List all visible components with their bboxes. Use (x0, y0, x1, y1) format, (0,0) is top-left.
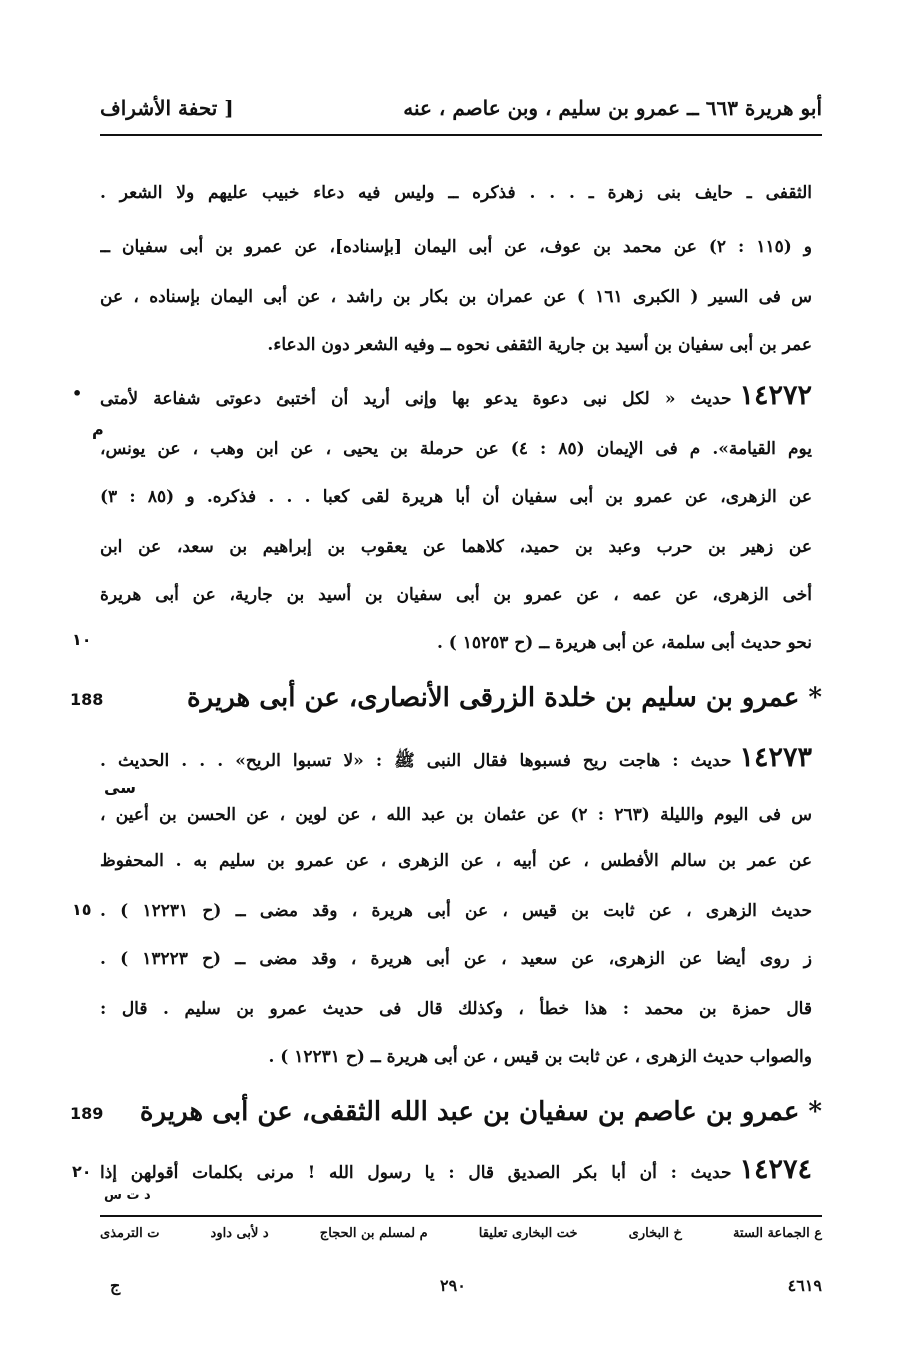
legend-item: خت البخارى تعليقا (478, 1226, 578, 1241)
section-heading-188: * عمرو بن سليم بن خلدة الزرقى الأنصارى، عن أبى هريرة (186, 683, 822, 713)
section-number: 188 (70, 690, 104, 709)
hadith-number: ١٤٢٧٢ (739, 380, 812, 411)
text-line: قال حمزة بن محمد : هذا خطأ ، وكذلك قال فى حديث عمرو بن سليم . قال : (100, 999, 812, 1019)
margin-line-number: ١٥ (72, 900, 92, 919)
hadith-number: ١٤٢٧٤ (739, 1154, 812, 1185)
section-number: 189 (70, 1104, 104, 1123)
margin-sigla: سى (104, 778, 136, 797)
running-title: أبو هريرة ٦٦٣ ــ عمرو بن سليم ، وبن عاصم ، عنه (403, 96, 822, 120)
margin-line-number: ١٠ (72, 630, 92, 649)
legend-item: ع الجماعة الستة (732, 1226, 822, 1241)
text-line: عمر بن أبى سفيان بن أسيد بن جارية الثقفى نحوه ــ وفيه الشعر دون الدعاء. (267, 335, 812, 355)
text-line: عن زهير بن حرب وعبد بن حميد، كلاهما عن يعقوب بن إبراهيم بن سعد، عن ابن (100, 537, 812, 557)
section-heading-189: * عمرو بن عاصم بن سفيان بن عبد الله الثقفى، عن أبى هريرة (139, 1097, 822, 1127)
text-line: س فى اليوم والليلة (٢٦٣ : ٢) عن عثمان بن عبد الله ، عن لوين ، عن الحسن بن أعين ، (100, 805, 812, 825)
text-line: الثقفى ـ حايف بنى زهرة ـ . . . فذكره ــ وليس فيه دعاء خبيب عليهم ولا الشعر . (100, 183, 812, 203)
text-line: يوم القيامة». م فى الإيمان (٨٥ : ٤) عن حرملة بن يحيى ، عن ابن وهب ، عن يونس، (100, 439, 812, 459)
header-rule (100, 134, 822, 136)
page-header (100, 96, 822, 136)
legend-item: د لأبى داود (210, 1226, 269, 1241)
legend-item: م لمسلم بن الحجاج (319, 1226, 428, 1241)
hadith-14272-first-line: ١٤٢٧٢حديث « لكل نبى دعوة يدعو بها وإنى أريد أن أختبئ دعوتى شفاعة لأمتى (100, 380, 812, 411)
page-number: ٢٩٠ (440, 1276, 466, 1295)
volume-mark: ج (110, 1276, 121, 1295)
hadith-14273-first-line: ١٤٢٧٣حديث : هاجت ريح فسبوها فقال النبى ﷺ : «لا تسبوا الريح» . . . الحديث . (100, 742, 812, 773)
text-line: أخى الزهرى، عن عمه ، عن عمرو بن أبى سفيان بن أسيد بن جارية، عن أبى هريرة (100, 585, 812, 605)
book-title: [ تحفة الأشراف (100, 96, 234, 120)
text-line: ز روى أيضا عن الزهرى، عن سعيد ، عن أبى هريرة ، وقد مضى ــ (ح ١٣٢٢٣ ) . (100, 949, 812, 969)
margin-bullet: • (72, 384, 83, 403)
legend-item: ت الترمذى (100, 1226, 160, 1241)
text-line: عن عمر بن سالم الأفطس ، عن أبيه ، عن الزهرى ، عن عمرو بن سليم به . المحفوظ (100, 851, 812, 871)
footer-rule (100, 1215, 822, 1217)
hadith-14274-first-line: ١٤٢٧٤حديث : أن أبا بكر الصديق قال : يا رسول الله ! مرنى بكلمات أقولهن إذا (100, 1154, 812, 1185)
text-line: حديث الزهرى ، عن ثابت بن قيس ، عن أبى هريرة ، وقد مضى ــ (ح ١٢٢٣١ ) . (100, 901, 812, 921)
print-signature: ٤٦١٩ (787, 1276, 822, 1295)
margin-line-number: ٢٠ (72, 1162, 92, 1181)
hadith-number: ١٤٢٧٣ (739, 742, 812, 773)
margin-sigla: م (92, 420, 104, 439)
margin-sigla: د ت س (104, 1188, 151, 1203)
text-line: والصواب حديث الزهرى ، عن ثابت بن قيس ، عن أبى هريرة ــ (ح ١٢٢٣١ ) . (268, 1047, 812, 1067)
text-line: س فى السير ( الكبرى ١٦١ ) عن عمران بن بكار بن راشد ، عن أبى اليمان بإسناده ، عن (100, 287, 812, 307)
text-line: نحو حديث أبى سلمة، عن أبى هريرة ــ (ح ١٥٢٥٣ ) . (436, 633, 812, 653)
legend-item: خ البخارى (628, 1226, 682, 1241)
text-line: و (١١٥ : ٢) عن محمد بن عوف، عن أبى اليمان [بإسناده]، عن عمرو بن أبى سفيان ــ (100, 237, 812, 257)
abbreviations-legend (100, 1226, 822, 1252)
text-line: عن الزهرى، عن عمرو بن أبى سفيان أن أبا هريرة لقى كعبا . . . فذكره. و (٨٥ : ٣) (100, 487, 812, 507)
